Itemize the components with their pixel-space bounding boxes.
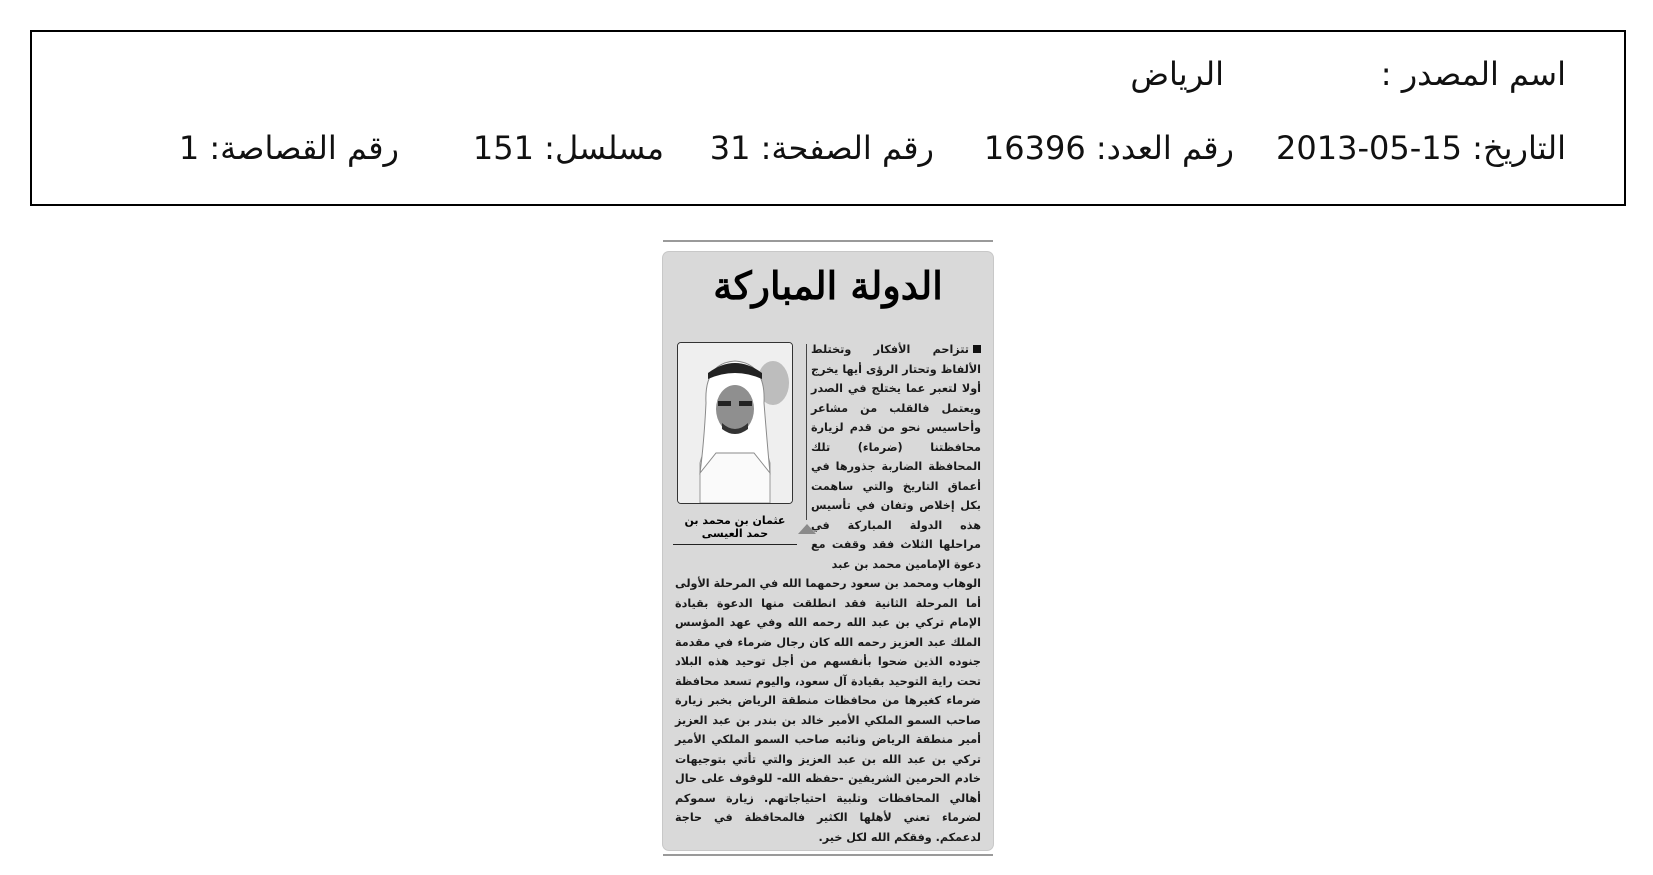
clipping-top-rule bbox=[663, 240, 993, 242]
serial-field: مسلسل: 151 bbox=[472, 129, 664, 167]
issue-number-field: رقم العدد: 16396 bbox=[983, 129, 1234, 167]
newspaper-clipping bbox=[663, 252, 993, 850]
page-number-field: رقم الصفحة: 31 bbox=[709, 129, 934, 167]
column-divider bbox=[806, 344, 807, 520]
article-column-body: تتزاحم الأفكار وتختلط الألفاظ وتحتار الرؤى أيها يخرج أولا لتعبر عما يختلج في الصدر ويعتمل فالقلب من مشاعر وأحاسيس نحو من قدم لزيارة محافظتنا (ضرماء) تلك المحافظة الضاربة جذورها في أعماق التاريخ والتي ساهمت بكل إخلاص وتفان في تأسيس هذه الدولة المباركة في مراحلها الثلاث فقد وقفت مع دعوة الإمامين محمد بن عبد bbox=[811, 343, 981, 571]
article-headline: الدولة المباركة bbox=[713, 263, 943, 308]
clip-number-field: رقم القصاصة: 1 bbox=[178, 129, 399, 167]
source-value: الرياض bbox=[1130, 55, 1224, 93]
bullet-square-icon bbox=[973, 345, 981, 353]
date-field: التاريخ: 15-05-2013 bbox=[1276, 129, 1566, 167]
author-portrait-icon bbox=[678, 343, 792, 503]
author-photo bbox=[677, 342, 793, 504]
article-column-text bbox=[811, 340, 981, 574]
clipping-bottom-rule bbox=[663, 854, 993, 856]
author-name: عثمان بن محمد بن حمد العيسى bbox=[673, 514, 797, 545]
source-label: اسم المصدر : bbox=[1380, 55, 1566, 93]
source-info-box bbox=[30, 30, 1626, 206]
article-body-text: الوهاب ومحمد بن سعود رحمهما الله في المرحلة الأولى أما المرحلة الثانية فقد انطلقت منها الدعوة بقيادة الإمام تركي بن عبد الله رحمه الله وفي عهد المؤسس الملك عبد العزيز رحمه الله كان رجال ضرماء في مقدمة جنوده الذين ضحوا بأنفسهم من أجل توحيد هذه البلاد تحت راية التوحيد بقيادة آل سعود، واليوم تسعد محافظة ضرماء كغيرها من محافظات منطقة الرياض بخبر زيارة صاحب السمو الملكي الأمير خالد بن بندر بن عبد العزيز أمير منطقة الرياض ونائبه صاحب السمو الملكي الأمير تركي بن عبد الله بن عبد العزيز والتي تأتي بتوجيهات خادم الحرمين الشريفين -حفظه الله- للوقوف على حال أهالي المحافظات وتلبية احتياجاتهم. زيارة سموكم لضرماء تعني لأهلها الكثير فالمحافظة في حاجة لدعمكم. وفقكم الله لكل خير. bbox=[675, 577, 981, 844]
